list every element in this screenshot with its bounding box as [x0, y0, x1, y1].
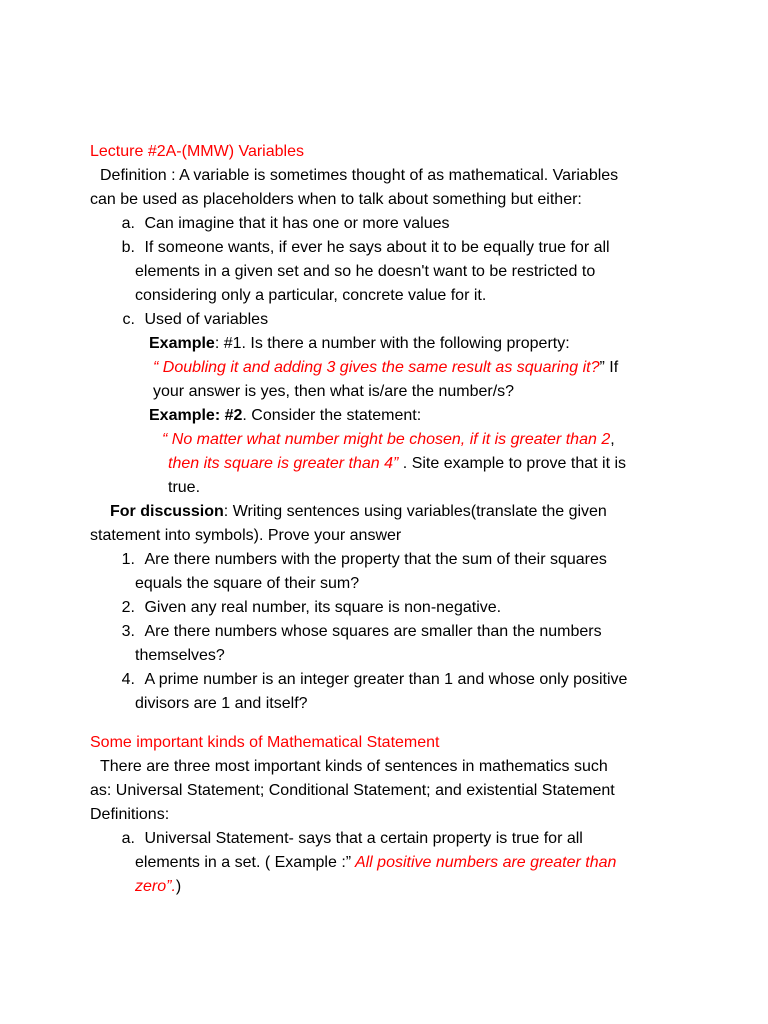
- question-1: [90, 548, 690, 572]
- universal-example-quote: All positive numbers are greater than: [351, 854, 617, 871]
- question-3-line-2: themselves?: [135, 647, 225, 664]
- question-1-line-1: Are there numbers with the property that the sum of their squares: [144, 551, 607, 568]
- list-item-b-line-1: If someone wants, if ever he says about it to be equally true for all: [144, 239, 610, 256]
- discussion-line-2: statement into symbols). Prove your answer: [90, 527, 402, 544]
- definition-line-2: can be used as placeholders when to talk about something but either:: [90, 191, 582, 208]
- list-item-b-line-3: considering only a particular, concrete value for it.: [135, 287, 487, 304]
- example-1-after-quote: ” If: [599, 359, 619, 376]
- discussion-label: For discussion: [110, 503, 224, 520]
- section-2-item-a-line-3: [90, 875, 690, 899]
- section-gap: [90, 716, 690, 731]
- section-2-item-a: [90, 827, 690, 851]
- example-1-line-2: [90, 356, 690, 380]
- question-4: [90, 668, 690, 692]
- example-2-quote-line-2: then its square is greater than 4”: [168, 455, 399, 472]
- list-item-c: [90, 308, 690, 332]
- document-page: [90, 140, 690, 899]
- universal-example-prefix: elements in a set. ( Example :”: [135, 854, 352, 871]
- list-item-b-line-2: elements in a given set and so he doesn't want to be restricted to: [135, 263, 596, 280]
- discussion-line-1: [90, 500, 690, 524]
- example-2-line-1: [90, 404, 690, 428]
- question-4-line-2: divisors are 1 and itself?: [135, 695, 308, 712]
- example-1-line-1: [90, 332, 690, 356]
- list-item-a: [90, 212, 690, 236]
- example-2-line-4: true.: [168, 479, 201, 496]
- list-marker: a.: [121, 830, 135, 847]
- example-2-statement-intro: . Consider the statement:: [242, 407, 422, 424]
- list-item-c-text: Used of variables: [144, 311, 269, 328]
- universal-example-close: ): [175, 878, 182, 895]
- example-1-question: : #1. Is there a number with the following property:: [214, 335, 570, 352]
- list-item-a-text: Can imagine that it has one or more values: [144, 215, 450, 232]
- question-3-line-1: Are there numbers whose squares are smaller than the numbers: [144, 623, 602, 640]
- list-marker: a.: [121, 215, 135, 232]
- list-marker: 2.: [121, 599, 135, 616]
- question-2: [90, 596, 690, 620]
- example-2-label: Example: #2: [149, 407, 243, 424]
- section-2-intro-line-2: as: Universal Statement; Conditional Statement; and existential Statement: [90, 782, 615, 799]
- example-2-quote-line-1: “ No matter what number might be chosen, if it is greater than 2: [162, 431, 611, 448]
- example-1-line-3: your answer is yes, then what is/are the number/s?: [153, 383, 515, 400]
- example-2-line-2: [90, 428, 690, 452]
- universal-example-quote-end: zero”.: [135, 878, 176, 895]
- list-marker: c.: [122, 311, 135, 328]
- example-2-comma: ,: [610, 431, 615, 448]
- example-2-line-3: [90, 452, 690, 476]
- section-2-intro-line-3: Definitions:: [90, 806, 170, 823]
- section-2-item-a-line-2: [90, 851, 690, 875]
- question-3: [90, 620, 690, 644]
- list-marker: b.: [121, 239, 135, 256]
- question-1-line-2: equals the square of their sum?: [135, 575, 360, 592]
- question-2-line-1: Given any real number, its square is non-negative.: [144, 599, 502, 616]
- section-2-title: Some important kinds of Mathematical Statement: [90, 734, 440, 751]
- example-2-after-quote: . Site example to prove that it is: [398, 455, 627, 472]
- section-2-item-a-line-1: Universal Statement- says that a certain property is true for all: [144, 830, 583, 847]
- example-1-label: Example: [149, 335, 215, 352]
- list-marker: 3.: [121, 623, 135, 640]
- list-marker: 4.: [121, 671, 135, 688]
- question-4-line-1: A prime number is an integer greater than 1 and whose only positive: [144, 671, 628, 688]
- example-1-quote: “ Doubling it and adding 3 gives the same result as squaring it?: [153, 359, 600, 376]
- definition-line-1: Definition : A variable is sometimes thought of as mathematical. Variables: [100, 167, 619, 184]
- lecture-title: Lecture #2A-(MMW) Variables: [90, 143, 304, 160]
- list-marker: 1.: [121, 551, 135, 568]
- list-item-b: [90, 236, 690, 260]
- section-2-intro-line-1: There are three most important kinds of sentences in mathematics such: [100, 758, 608, 775]
- discussion-text: : Writing sentences using variables(translate the given: [223, 503, 607, 520]
